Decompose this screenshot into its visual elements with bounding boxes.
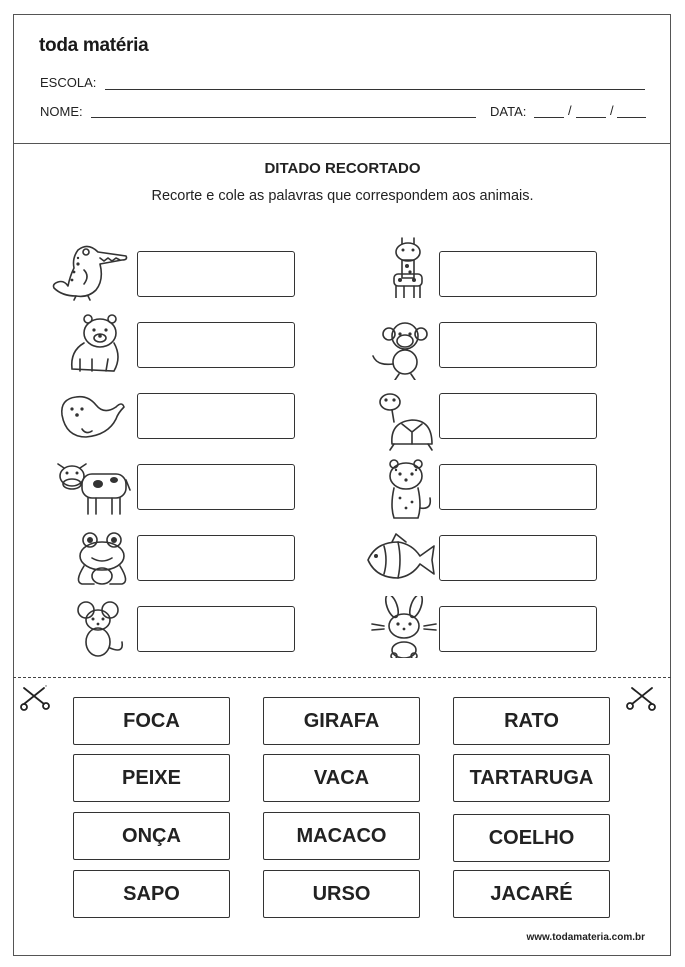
school-label: ESCOLA:	[40, 75, 97, 90]
school-field[interactable]	[105, 89, 645, 90]
rabbit-icon	[366, 596, 448, 658]
word-card[interactable]: MACACO	[263, 812, 420, 860]
answer-box-turtle[interactable]	[439, 393, 597, 439]
word-card[interactable]: ONÇA	[73, 812, 230, 860]
frog-icon	[62, 528, 144, 590]
answer-box-jaguar[interactable]	[439, 464, 597, 510]
answer-box-crocodile[interactable]	[137, 251, 295, 297]
answer-box-rabbit[interactable]	[439, 606, 597, 652]
name-field[interactable]	[91, 117, 476, 118]
word-card[interactable]: COELHO	[453, 814, 610, 862]
word-card[interactable]: TARTARUGA	[453, 754, 610, 802]
cut-line	[13, 677, 671, 678]
word-card[interactable]: URSO	[263, 870, 420, 918]
seal-icon	[52, 385, 134, 447]
crocodile-icon	[48, 240, 130, 302]
mouse-icon	[62, 598, 144, 660]
word-card[interactable]: RATO	[453, 697, 610, 745]
logo: toda matéria	[39, 35, 149, 56]
word-card[interactable]: SAPO	[73, 870, 230, 918]
date-separator: /	[568, 103, 572, 118]
footer-url: www.todamateria.com.br	[526, 932, 645, 943]
date-year-field[interactable]	[617, 117, 646, 118]
name-label: NOME:	[40, 104, 83, 119]
scissors-icon	[626, 684, 656, 712]
word-card[interactable]: VACA	[263, 754, 420, 802]
answer-box-bear[interactable]	[137, 322, 295, 368]
answer-box-fish[interactable]	[439, 535, 597, 581]
date-label: DATA:	[490, 104, 527, 119]
worksheet-instruction: Recorte e cole as palavras que correspondem aos animais.	[151, 188, 534, 204]
monkey-icon	[365, 318, 447, 380]
date-month-field[interactable]	[576, 117, 606, 118]
answer-box-giraffe[interactable]	[439, 251, 597, 297]
date-day-field[interactable]	[534, 117, 564, 118]
bear-icon	[58, 313, 140, 375]
word-card[interactable]: JACARÉ	[453, 870, 610, 918]
answer-box-monkey[interactable]	[439, 322, 597, 368]
word-card[interactable]: PEIXE	[73, 754, 230, 802]
scissors-icon	[20, 684, 50, 712]
worksheet-title: DITADO RECORTADO	[264, 160, 421, 177]
date-separator: /	[610, 103, 614, 118]
cow-icon	[52, 456, 134, 518]
answer-box-frog[interactable]	[137, 535, 295, 581]
answer-box-mouse[interactable]	[137, 606, 295, 652]
answer-box-cow[interactable]	[137, 464, 295, 510]
header	[14, 15, 670, 144]
word-card[interactable]: GIRAFA	[263, 697, 420, 745]
word-card[interactable]: FOCA	[73, 697, 230, 745]
fish-icon	[362, 530, 444, 592]
answer-box-seal[interactable]	[137, 393, 295, 439]
jaguar-icon	[368, 458, 450, 520]
